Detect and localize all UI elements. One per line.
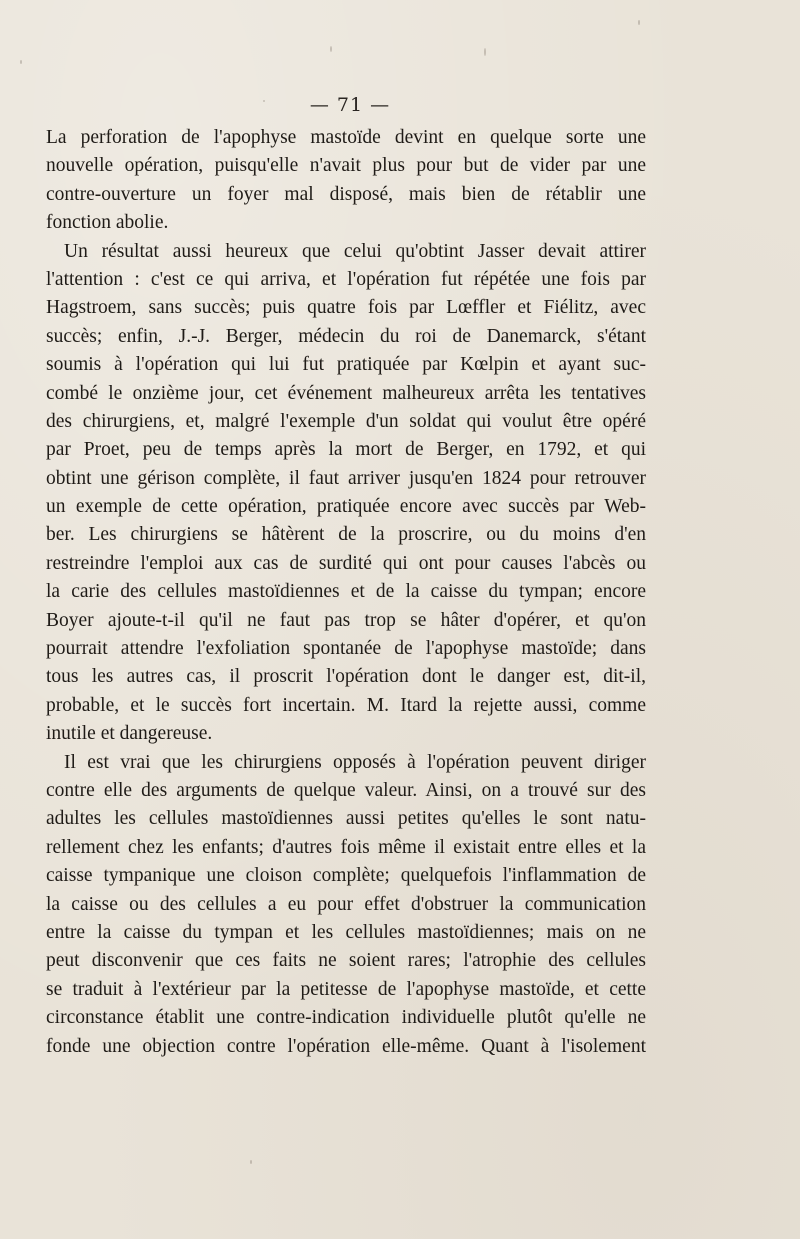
text-line: combé le onzième jour, cet événement malheureux arrêta les tentatives <box>46 382 646 404</box>
text-line: pourrait attendre l'exfoliation spontanée de l'apophyse mastoïde; dans <box>46 638 646 660</box>
text-line: inutile et dangereuse. <box>46 723 213 745</box>
page-number: — 71 — <box>309 94 391 116</box>
text-line: contre elle des arguments de quelque valeur. Ainsi, on a trouvé sur des <box>46 779 646 801</box>
text-line: l'attention : c'est ce qui arriva, et l'opération fut répétée une fois par <box>46 268 646 290</box>
text-line: La perforation de l'apophyse mastoïde devint en quelque sorte une <box>46 127 646 148</box>
text-line: Hagstroem, sans succès; puis quatre fois par Lœffler et Fiélitz, avec <box>46 297 646 319</box>
text-line: restreindre l'emploi aux cas de surdité qui ont pour causes l'abcès ou <box>46 552 646 574</box>
paper-speck <box>20 60 22 64</box>
text-line: un exemple de cette opération, pratiquée encore avec succès par Web- <box>46 496 646 518</box>
text-line: des chirurgiens, et, malgré l'exemple d'un soldat qui voulut être opéré <box>46 410 646 432</box>
text-line: peut disconvenir que ces faits ne soient rares; l'atrophie des cellules <box>46 950 646 972</box>
text-line: rellement chez les enfants; d'autres fois même il existait entre elles et la <box>46 836 646 858</box>
text-line: entre la caisse du tympan et les cellules mastoïdiennes; mais on ne <box>46 921 646 943</box>
paper-speck <box>638 20 640 25</box>
text-line: adultes les cellules mastoïdiennes aussi petites qu'elles le sont natu- <box>46 808 646 830</box>
text-line: caisse tympanique une cloison complète; quelquefois l'inflammation de <box>46 865 646 887</box>
text-line: fonde une objection contre l'opération elle-même. Quant à l'isolement <box>46 1035 646 1057</box>
paper-speck <box>250 1160 252 1164</box>
paper-speck <box>263 100 265 102</box>
text-line: se traduit à l'extérieur par la petitesse de l'apophyse mastoïde, et cette <box>46 978 646 1000</box>
paper-speck <box>330 46 332 52</box>
text-line: Il est vrai que les chirurgiens opposés à l'opération peuvent diriger <box>64 751 646 773</box>
text-line: ber. Les chirurgiens se hâtèrent de la proscrire, ou du moins d'en <box>46 524 646 546</box>
text-line: la caisse ou des cellules a eu pour effet d'obstruer la communication <box>46 893 646 915</box>
text-line: circonstance établit une contre-indication individuelle plutôt qu'elle ne <box>46 1007 646 1029</box>
text-line: soumis à l'opération qui lui fut pratiquée par Kœlpin et ayant suc- <box>46 354 646 376</box>
text-line: Un résultat aussi heureux que celui qu'obtint Jasser devait attirer <box>64 240 646 262</box>
text-line: nouvelle opération, puisqu'elle n'avait plus pour but de vider par une <box>46 155 646 177</box>
text-line: succès; enfin, J.-J. Berger, médecin du roi de Danemarck, s'étant <box>46 325 646 347</box>
text-line: probable, et le succès fort incertain. M. Itard la rejette aussi, comme <box>46 694 646 716</box>
text-line: tous les autres cas, il proscrit l'opération dont le danger est, dit-il, <box>46 666 646 688</box>
text-line: la carie des cellules mastoïdiennes et de la caisse du tympan; encore <box>46 581 646 603</box>
text-line: obtint une gérison complète, il faut arriver jusqu'en 1824 pour retrouver <box>46 467 646 489</box>
body-text <box>46 124 646 1061</box>
text-line: par Proet, peu de temps après la mort de Berger, en 1792, et qui <box>46 439 646 461</box>
text-line: fonction abolie. <box>46 212 169 234</box>
paper-speck <box>484 48 486 56</box>
text-line: Boyer ajoute-t-il qu'il ne faut pas trop se hâter d'opérer, et qu'on <box>46 609 646 631</box>
text-line: contre-ouverture un foyer mal disposé, mais bien de rétablir une <box>46 183 646 205</box>
